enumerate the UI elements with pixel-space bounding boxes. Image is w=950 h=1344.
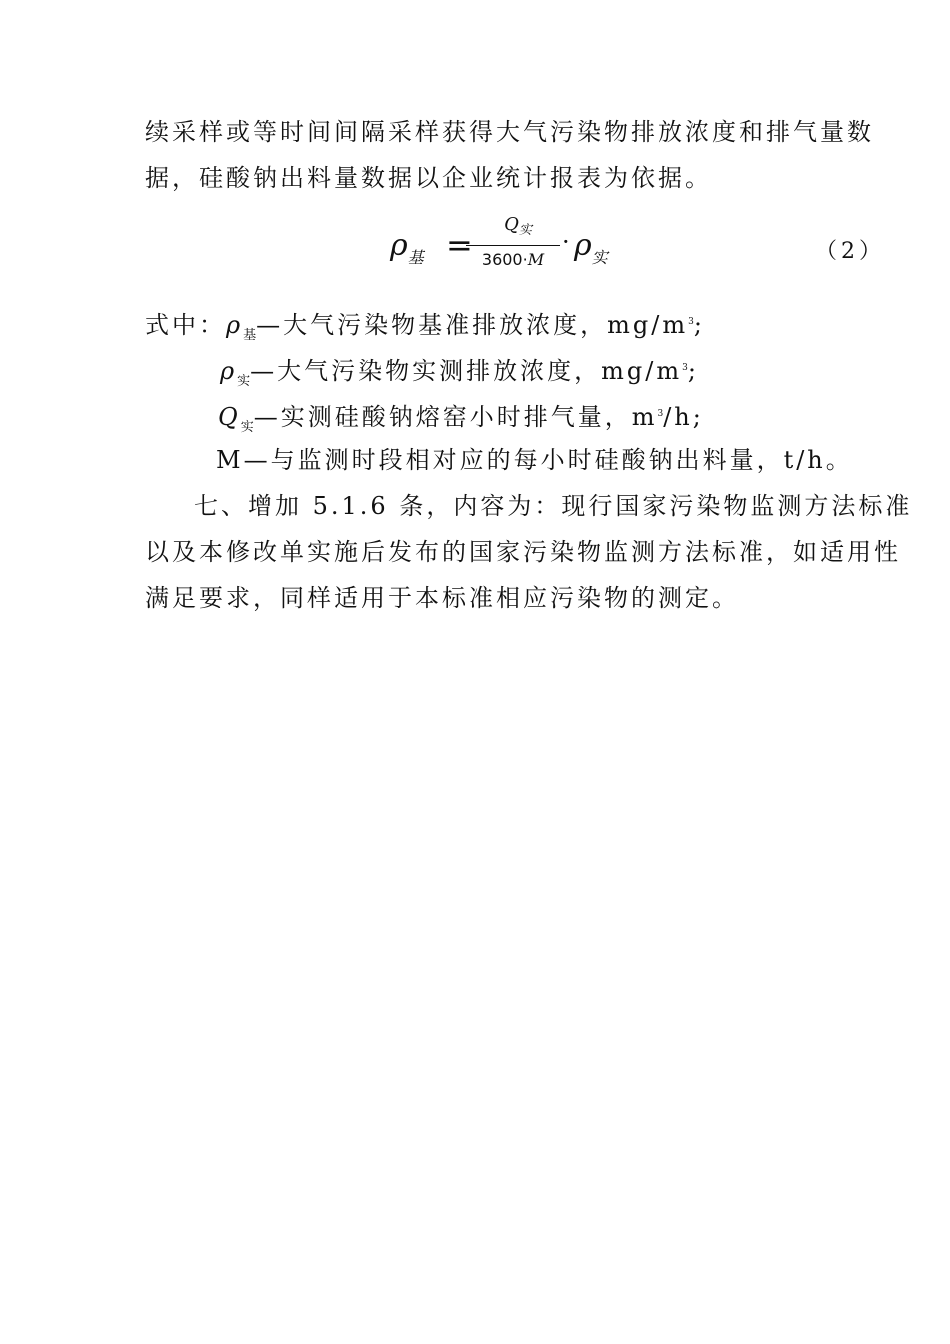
definition-2-symbol: ρ: [220, 357, 238, 385]
definition-line-2: [220, 352, 699, 398]
definition-2-text: —大气污染物实测排放浓度，mg/m: [250, 357, 683, 385]
definition-3-superscript: 3: [657, 409, 664, 419]
formula-equals: =: [446, 226, 473, 264]
definition-2-subscript: 实: [237, 374, 251, 389]
paragraph-1-line-1: 续采样或等时间间隔采样获得大气污染物排放浓度和排气量数: [145, 118, 874, 146]
formula-lhs: $\rho_基$: [390, 228, 424, 267]
definition-3-symbol: Q: [218, 403, 241, 431]
paragraph-2-line-2: 以及本修改单实施后发布的国家污染物监测方法标准，如适用性: [145, 538, 901, 566]
definition-3-end: /h;: [663, 403, 704, 431]
formula-2: [380, 210, 640, 280]
paragraph-2-line-1: 七、增加 5.1.6 条，内容为：现行国家污染物监测方法标准: [194, 492, 913, 520]
definition-2-end: ;: [687, 357, 699, 385]
definition-line-3: [218, 398, 704, 444]
definition-3-text: —实测硅酸钠熔窑小时排气量，m: [253, 403, 658, 431]
definition-1-end: ;: [693, 311, 705, 339]
definition-1-symbol: ρ: [226, 311, 244, 339]
formula-fraction-bar: [466, 245, 560, 246]
definition-1-subscript: 基: [243, 328, 257, 343]
formula-dot: ·: [562, 228, 570, 256]
paragraph-2-line-3: 满足要求，同样适用于本标准相应污染物的测定。: [145, 584, 739, 612]
paragraph-1-line-2: 据，硅酸钠出料量数据以企业统计报表为依据。: [145, 164, 712, 192]
formula-numerator: $Q_实$: [504, 214, 532, 238]
formula-rhs: $\rho_实$: [574, 228, 608, 267]
definition-1-superscript: 3: [688, 317, 694, 327]
definition-3-subscript: 实: [240, 420, 254, 435]
definition-intro: 式中：: [145, 311, 226, 339]
definition-line-4: M—与监测时段相对应的每小时硅酸钠出料量，t/h。: [216, 446, 853, 474]
definition-1-text: —大气污染物基准排放浓度，mg/m: [256, 311, 689, 339]
definition-2-superscript: 3: [682, 363, 688, 373]
equation-number: （2）: [815, 239, 885, 264]
definition-line-1: [145, 306, 705, 352]
formula-denominator: 3600·M: [481, 250, 545, 269]
